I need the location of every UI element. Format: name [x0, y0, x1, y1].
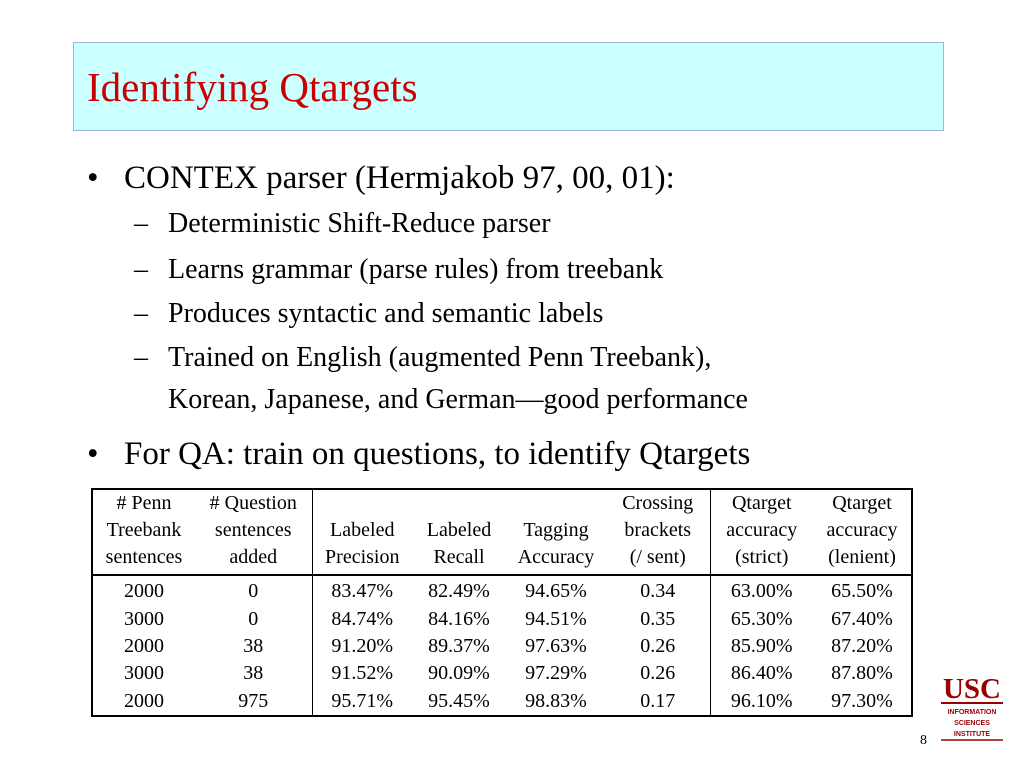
dash-symbol: – [134, 298, 148, 329]
table-cell: 91.20% [312, 633, 412, 660]
header-labeled-recall: Labeled Recall [426, 519, 492, 568]
header-crossing-brackets: Crossing brackets (/ sent) [622, 492, 694, 568]
table-cell: 84.16% [428, 607, 490, 630]
bullet-symbol: • [87, 436, 99, 472]
table-row [93, 633, 911, 660]
title-box [73, 42, 944, 131]
table-cell: 85.90% [710, 633, 813, 660]
header-labeled-precision: Labeled Precision [312, 490, 412, 575]
table-cell: 67.40% [831, 607, 893, 630]
table-cell: 38 [243, 662, 264, 685]
table-cell: 96.10% [710, 688, 813, 715]
table-cell: 0.34 [640, 580, 676, 603]
table-row [93, 660, 911, 687]
dash-symbol: – [134, 208, 148, 239]
dash-symbol: – [134, 254, 148, 285]
table-cell: 3000 [124, 607, 164, 630]
subitem-text: Learns grammar (parse rules) from treebank [168, 254, 664, 285]
table-cell: 0.35 [640, 607, 676, 630]
table-cell: 95.71% [312, 688, 412, 715]
table-cell: 97.63% [525, 635, 587, 657]
table-cell: 0.26 [640, 635, 676, 657]
table-cell: 65.50% [831, 580, 893, 603]
table-cell: 83.47% [312, 575, 412, 605]
logo-mark: USC [942, 673, 1002, 705]
dash-symbol: – [134, 342, 148, 373]
table-row [93, 575, 911, 605]
header-qtarget-lenient: Qtarget accuracy (lenient) [826, 492, 898, 568]
header-qtarget-strict: Qtarget accuracy (strict) [710, 490, 813, 575]
table-cell: 0 [248, 580, 259, 603]
table-cell: 94.65% [525, 580, 587, 603]
table-cell: 0 [248, 607, 259, 630]
bullet-text: For QA: train on questions, to identify Qtargets [124, 436, 751, 472]
logo-line-1: INFORMATION [947, 709, 997, 716]
logo-line-2: SCIENCES [954, 720, 990, 727]
header-question-sentences: # Question sentences added [209, 492, 297, 568]
subitem-text: Produces syntactic and semantic labels [168, 298, 604, 329]
bullet-text: CONTEX parser (Hermjakob 97, 00, 01): [124, 160, 675, 196]
table-cell: 90.09% [428, 662, 490, 685]
table-cell: 0.26 [640, 662, 676, 685]
table-cell: 98.83% [525, 689, 587, 712]
table-cell: 82.49% [428, 580, 490, 603]
table-cell: 975 [238, 689, 269, 712]
table-cell: 89.37% [428, 635, 490, 657]
table-header-row [93, 490, 911, 575]
table-cell: 86.40% [710, 660, 813, 687]
table-cell: 38 [243, 635, 264, 657]
results-table [91, 488, 913, 717]
table-cell: 2000 [124, 580, 164, 603]
table-cell: 95.45% [428, 689, 490, 712]
table-cell: 91.52% [312, 660, 412, 687]
table-row [93, 605, 911, 632]
table-cell: 0.17 [640, 689, 676, 712]
table-cell: 84.74% [312, 605, 412, 632]
table-cell: 97.30% [831, 689, 893, 712]
table-cell: 94.51% [525, 607, 587, 630]
subitem-text: Deterministic Shift-Reduce parser [168, 208, 551, 239]
table-row [93, 688, 911, 715]
usc-isi-logo [939, 672, 1005, 750]
subitem-text: Korean, Japanese, and German—good performance [168, 384, 748, 415]
header-penn-sentences: # Penn Treebank sentences [105, 492, 183, 568]
page-number: 8 [920, 733, 927, 748]
table-cell: 87.20% [831, 635, 893, 657]
header-tagging-accuracy: Tagging Accuracy [517, 519, 595, 568]
subitem-text: Trained on English (augmented Penn Treebank), [168, 342, 712, 373]
bullet-symbol: • [87, 160, 99, 196]
table-cell: 2000 [124, 635, 164, 657]
slide-title: Identifying Qtargets [87, 64, 418, 110]
table-cell: 3000 [124, 662, 164, 685]
table-cell: 87.80% [831, 662, 893, 685]
table-cell: 65.30% [710, 605, 813, 632]
table-cell: 97.29% [525, 662, 587, 685]
table-cell: 63.00% [710, 575, 813, 605]
logo-line-3: INSTITUTE [953, 731, 991, 738]
table-cell: 2000 [124, 689, 164, 712]
